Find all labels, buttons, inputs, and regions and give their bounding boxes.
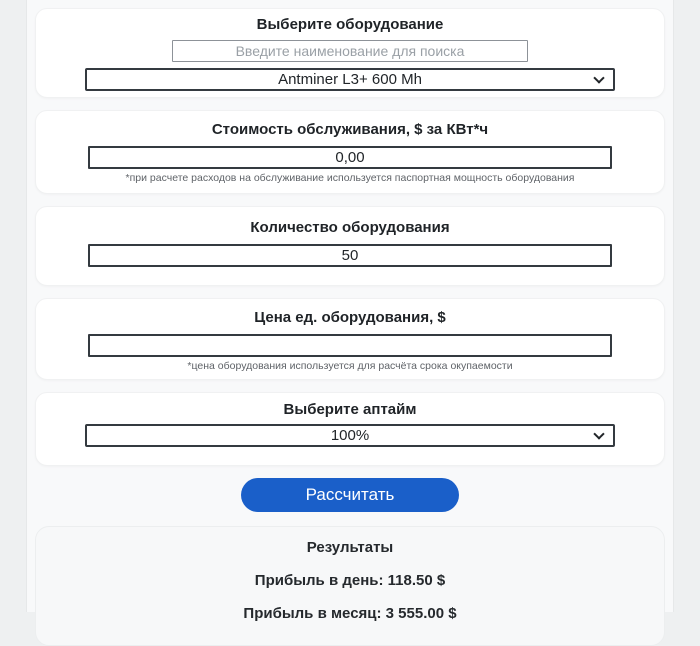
- quantity-input[interactable]: [88, 244, 612, 267]
- service-cost-title: Стоимость обслуживания, $ за КВт*ч: [211, 121, 489, 138]
- page-container: [26, 0, 674, 622]
- daily-profit-text: Прибыль в день: 118.50 $: [254, 572, 446, 589]
- uptime-title: Выберите аптайм: [283, 401, 417, 418]
- equipment-select[interactable]: [85, 68, 615, 91]
- unit-price-title: Цена ед. оборудования, $: [254, 309, 446, 326]
- quantity-card: [35, 206, 665, 286]
- service-cost-input[interactable]: [88, 146, 612, 169]
- quantity-title: Количество оборудования: [250, 219, 450, 236]
- unit-price-input[interactable]: [88, 334, 612, 357]
- unit-price-card: [35, 298, 665, 380]
- results-card: [35, 526, 665, 646]
- results-title: Результаты: [306, 539, 394, 556]
- uptime-select[interactable]: [85, 424, 615, 447]
- equipment-title: Выберите оборудование: [256, 16, 444, 33]
- monthly-profit-text: Прибыль в месяц: 3 555.00 $: [243, 605, 457, 622]
- calculate-button[interactable]: Рассчитать: [241, 478, 459, 512]
- service-cost-note: *при расчете расходов на обслуживание используется паспортная мощность оборудования: [125, 172, 575, 184]
- equipment-card: [35, 8, 665, 98]
- uptime-card: [35, 392, 665, 466]
- service-cost-card: [35, 110, 665, 194]
- button-row: [27, 478, 673, 512]
- unit-price-note: *цена оборудования используется для расчёта срока окупаемости: [187, 360, 513, 372]
- uptime-select-wrap: [85, 424, 615, 447]
- equipment-search-input[interactable]: [172, 40, 528, 62]
- equipment-select-wrap: [85, 68, 615, 91]
